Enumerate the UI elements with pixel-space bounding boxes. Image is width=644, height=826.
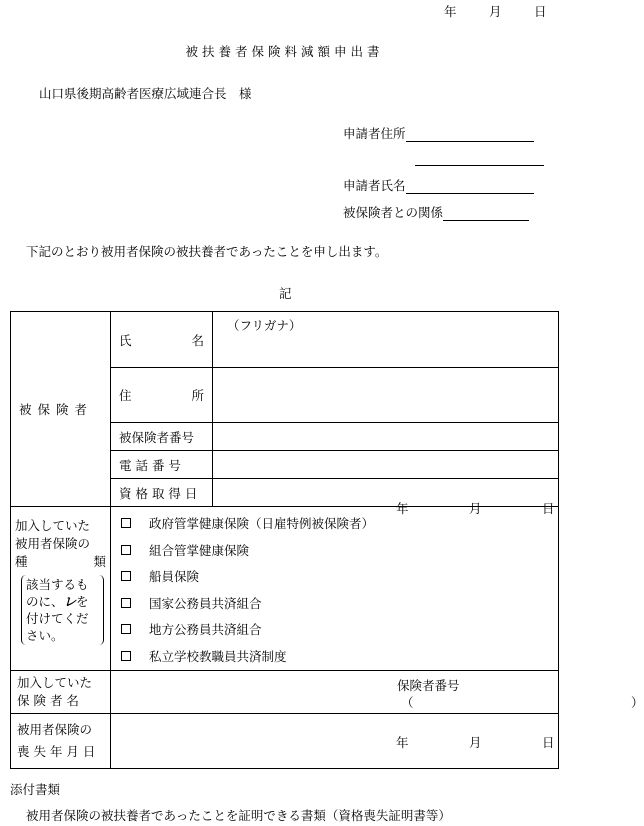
option-union-health[interactable] <box>111 537 558 564</box>
applicant-address-field[interactable] <box>343 124 534 142</box>
ki-mark: 記 <box>279 286 292 301</box>
check-note-line-2: のに、 <box>26 594 64 609</box>
address-label-cell <box>111 368 213 423</box>
option-local-civil-servant[interactable] <box>111 616 558 643</box>
applicant-address-line[interactable] <box>406 128 534 142</box>
date-month: 月 <box>489 4 502 19</box>
checkbox[interactable] <box>121 598 131 608</box>
check-mark-glyph: レ <box>63 594 77 609</box>
name-input-cell[interactable] <box>213 312 559 368</box>
insurer-label-2: 保 険 者 名 <box>17 693 79 708</box>
phone-label: 電 話 番 号 <box>111 451 213 479</box>
check-note-line-2b: を <box>76 594 89 609</box>
insured-form-table <box>10 311 644 769</box>
loss-date-label <box>11 714 111 769</box>
address-input-cell[interactable] <box>213 368 559 423</box>
insurance-options <box>111 507 559 671</box>
loss-label-2: 喪 失 年 月 日 <box>17 744 96 759</box>
applicant-name-line[interactable] <box>406 180 534 194</box>
paren-close: ） <box>631 695 644 710</box>
insured-number-input[interactable] <box>213 423 559 451</box>
checkbox[interactable] <box>121 624 131 634</box>
check-note-line-1: 該当するも <box>26 577 89 592</box>
loss-month: 月 <box>469 735 482 750</box>
applicant-relation-line[interactable] <box>443 207 529 221</box>
insurer-name-label <box>11 671 111 714</box>
option-label: 組合管掌健康保険 <box>149 542 250 558</box>
insured-heading: 被 保 険 者 <box>11 312 111 507</box>
insured-number-label: 被保険者番号 <box>111 423 213 451</box>
option-label: 私立学校教職員共済制度 <box>149 648 287 664</box>
addressee: 山口県後期高齢者医療広域連合長 様 <box>39 86 252 101</box>
insurance-type-label-3a: 種 <box>15 554 28 569</box>
insurance-type-label-2: 被用者保険の <box>15 536 91 551</box>
loss-label-1: 被用者保険の <box>17 722 93 737</box>
qualify-day: 日 <box>542 500 555 516</box>
applicant-relation-label: 被保険者との関係 <box>343 205 444 220</box>
check-note-line-4: さい。 <box>26 628 64 643</box>
option-seaman-insurance[interactable] <box>111 563 558 590</box>
qualify-year: 年 <box>396 500 409 516</box>
insurance-type-label-cell <box>11 507 111 671</box>
applicant-name-field[interactable] <box>343 176 534 194</box>
phone-input[interactable] <box>213 451 559 479</box>
option-label: 政府管掌健康保険（日雇特例被保険者） <box>149 516 375 532</box>
option-national-civil-servant[interactable] <box>111 590 558 617</box>
furigana-label: （フリガナ） <box>227 318 302 333</box>
checkbox[interactable] <box>121 651 131 661</box>
insurance-type-label-1: 加入していた <box>15 518 91 533</box>
applicant-address-label: 申請者住所 <box>343 126 406 141</box>
name-label-a: 氏 <box>119 332 132 348</box>
date-day: 日 <box>534 4 547 19</box>
loss-date-input[interactable] <box>111 714 559 769</box>
statement: 下記のとおり被用者保険の被扶養者であったことを申し出ます。 <box>26 244 388 259</box>
address-label-b: 所 <box>191 388 204 403</box>
insurance-type-label-3b: 類 <box>93 554 106 569</box>
form-title: 被扶養者保険料減額申出書 <box>185 44 384 59</box>
checkbox[interactable] <box>121 518 131 528</box>
insurer-input-cell[interactable] <box>111 671 644 714</box>
attachments-text: 被用者保険の被扶養者であったことを証明できる書類（資格喪失証明書等） <box>26 808 451 823</box>
loss-day: 日 <box>542 735 555 750</box>
paren-open: （ <box>401 695 414 710</box>
applicant-relation-field[interactable] <box>343 203 529 221</box>
qualify-month: 月 <box>469 500 482 516</box>
name-label-b: 名 <box>191 332 204 348</box>
applicant-address-line-2[interactable] <box>415 152 544 166</box>
name-label-cell <box>111 312 213 368</box>
address-label-a: 住 <box>119 388 132 403</box>
qualify-date-input[interactable] <box>213 479 559 516</box>
checkbox[interactable] <box>121 571 131 581</box>
option-private-school[interactable] <box>111 643 558 670</box>
date-year: 年 <box>444 4 457 19</box>
option-label: 船員保険 <box>149 569 200 585</box>
option-government-health[interactable] <box>111 510 558 537</box>
applicant-name-label: 申請者氏名 <box>343 178 406 193</box>
check-note <box>21 575 104 645</box>
option-label: 地方公務員共済組合 <box>149 622 262 638</box>
option-label: 国家公務員共済組合 <box>149 595 262 611</box>
attachments-heading: 添付書類 <box>10 782 61 797</box>
qualify-date-label: 資 格 取 得 日 <box>111 479 213 507</box>
check-note-line-3: 付けてくだ <box>26 611 89 626</box>
insurer-number-label: 保険者番号 <box>397 678 460 693</box>
insurer-label-1: 加入していた <box>17 675 93 690</box>
checkbox[interactable] <box>121 545 131 555</box>
loss-year: 年 <box>396 735 409 750</box>
